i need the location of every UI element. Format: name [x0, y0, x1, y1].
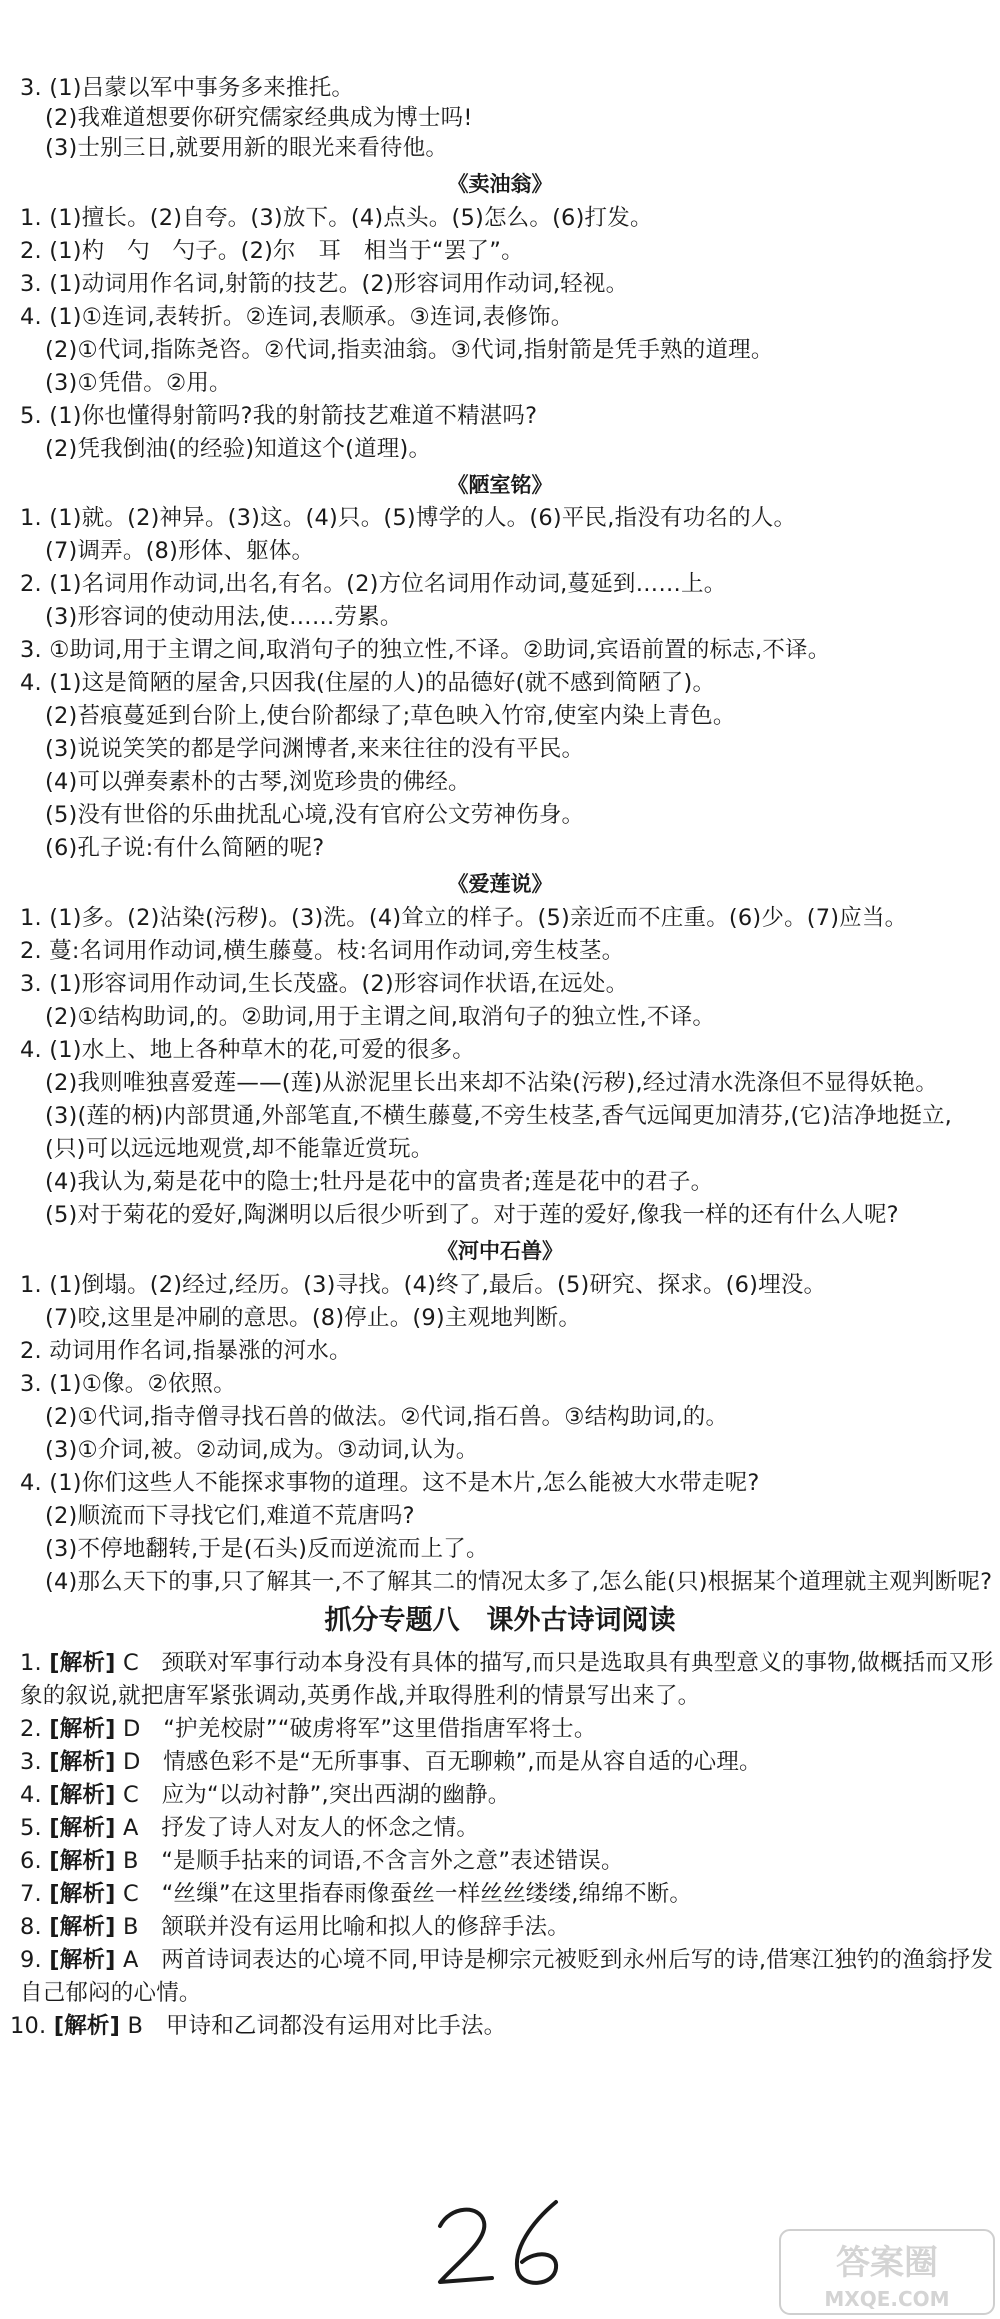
answer-line: 3. (1)吕蒙以军中事务多来推托。 [20, 75, 355, 101]
analysis-tag: [解析] [49, 1848, 116, 1874]
answer-line: 3. ①助词,用于主谓之间,取消句子的独立性,不译。②助词,宾语前置的标志,不译。 [20, 637, 831, 663]
analysis-line [20, 1813, 479, 1843]
answer-line: (5)对于菊花的爱好,陶渊明以后很少听到了。对于莲的爱好,像我一样的还有什么人呢? [45, 1202, 899, 1228]
item-number: 7. [20, 1881, 42, 1907]
item-number: 4. [20, 1782, 42, 1808]
answer-line: (3)士别三日,就要用新的眼光来看待他。 [45, 135, 449, 161]
answer-line: 象的叙说,就把唐军紧张调动,英勇作战,并取得胜利的情景写出来了。 [20, 1683, 701, 1709]
item-number: 10. [10, 2013, 47, 2039]
analysis-line [20, 1879, 692, 1909]
analysis-line [20, 1846, 624, 1876]
analysis-text: D 情感色彩不是“无所事事、百无聊赖”,而是从容自适的心理。 [122, 1749, 762, 1775]
item-number: 5. [20, 1815, 42, 1841]
item-number: 2. [20, 1716, 42, 1742]
analysis-tag: [解析] [49, 1947, 116, 1973]
analysis-text: C 应为“以动衬静”,突出西湖的幽静。 [122, 1782, 511, 1808]
watermark-logo [778, 2228, 996, 2316]
item-number: 1. [20, 1650, 42, 1676]
item-number: 8. [20, 1914, 42, 1940]
answer-line: (2)顺流而下寻找它们,难道不荒唐吗? [45, 1503, 415, 1529]
watermark-url: MXQE.COM [824, 2287, 950, 2311]
answer-line: (3)(莲的柄)内部贯通,外部笔直,不横生藤蔓,不旁生枝茎,香气远闻更加清芬,(它)洁净地挺立, [45, 1103, 952, 1129]
answer-line: (3)①凭借。②用。 [45, 370, 232, 396]
answer-line: 2. (1)杓 勺 勺子。(2)尔 耳 相当于“罢了”。 [20, 238, 524, 264]
analysis-text: B 甲诗和乙词都没有运用对比手法。 [127, 2013, 507, 2039]
analysis-text: B 颔联并没有运用比喻和拟人的修辞手法。 [122, 1914, 570, 1940]
analysis-tag: [解析] [49, 1914, 116, 1940]
analysis-tag: [解析] [49, 1716, 116, 1742]
answer-line: (6)孔子说:有什么简陋的呢? [45, 835, 325, 861]
answer-line: (3)形容词的使动用法,使……劳累。 [45, 604, 403, 630]
answer-line: 自己郁闷的心情。 [20, 1980, 202, 2006]
analysis-tag: [解析] [49, 1782, 116, 1808]
subsection-title: 《陋室铭》 [447, 473, 553, 497]
analysis-text: C “丝缫”在这里指春雨像蚕丝一样丝丝缕缕,绵绵不断。 [122, 1881, 693, 1907]
analysis-tag: [解析] [49, 1881, 116, 1907]
answer-line: 1. (1)擅长。(2)自夸。(3)放下。(4)点头。(5)怎么。(6)打发。 [20, 205, 653, 231]
analysis-tag: [解析] [49, 1815, 116, 1841]
item-number: 3. [20, 1749, 42, 1775]
analysis-line [20, 1747, 762, 1777]
analysis-tag: [解析] [53, 2013, 121, 2039]
subsection-title: 《卖油翁》 [447, 172, 553, 196]
answer-line: 1. (1)就。(2)神异。(3)这。(4)只。(5)博学的人。(6)平民,指没有功名的人。 [20, 505, 797, 531]
analysis-line [20, 1945, 993, 1975]
answer-line: 2. 蔓:名词用作动词,横生藤蔓。枝:名词用作动词,旁生枝茎。 [20, 938, 625, 964]
handwritten-page-number [428, 2192, 588, 2292]
analysis-text: A 抒发了诗人对友人的怀念之情。 [122, 1815, 480, 1841]
answer-line: 4. (1)这是简陋的屋舍,只因我(住屋的人)的品德好(就不感到简陋了)。 [20, 670, 716, 696]
item-number: 9. [20, 1947, 42, 1973]
answer-line: 4. (1)你们这些人不能探求事物的道理。这不是木片,怎么能被大水带走呢? [20, 1470, 760, 1496]
answer-line: (4)那么天下的事,只了解其一,不了解其二的情况太多了,怎么能(只)根据某个道理就主观判断呢? [45, 1569, 993, 1595]
answer-line: (7)调弄。(8)形体、躯体。 [45, 538, 315, 564]
analysis-tag: [解析] [49, 1749, 116, 1775]
answer-line: 2. 动词用作名词,指暴涨的河水。 [20, 1338, 352, 1364]
answer-line: (2)苔痕蔓延到台阶上,使台阶都绿了;草色映入竹帘,使室内染上青色。 [45, 703, 736, 729]
answer-line: 3. (1)①像。②依照。 [20, 1371, 236, 1397]
analysis-text: B “是顺手拈来的词语,不含言外之意”表述错误。 [122, 1848, 624, 1874]
analysis-line [20, 1714, 597, 1744]
item-number: 6. [20, 1848, 42, 1874]
analysis-text: A 两首诗词表达的心境不同,甲诗是柳宗元被贬到永州后写的诗,借寒江独钓的渔翁抒发 [122, 1947, 994, 1973]
section-title: 抓分专题八 课外古诗词阅读 [324, 1605, 676, 1636]
analysis-line [20, 1912, 570, 1942]
watermark-text: 答案圈 [836, 2243, 938, 2283]
answer-line: (5)没有世俗的乐曲扰乱心境,没有官府公文劳神伤身。 [45, 802, 585, 828]
analysis-text: C 颈联对军事行动本身没有具体的描写,而只是选取具有典型意义的事物,做概括而又形 [122, 1650, 994, 1676]
answer-line: 1. (1)倒塌。(2)经过,经历。(3)寻找。(4)终了,最后。(5)研究、探求。(6)埋没。 [20, 1272, 827, 1298]
answer-line: (2)①代词,指寺僧寻找石兽的做法。②代词,指石兽。③结构助词,的。 [45, 1404, 729, 1430]
answer-line: 2. (1)名词用作动词,出名,有名。(2)方位名词用作动词,蔓延到……上。 [20, 571, 727, 597]
analysis-tag: [解析] [49, 1650, 116, 1676]
answer-line: (2)①结构助词,的。②助词,用于主谓之间,取消句子的独立性,不译。 [45, 1004, 716, 1030]
analysis-text: D “护羌校尉”“破虏将军”这里借指唐军将士。 [122, 1716, 597, 1742]
answer-line: (3)说说笑笑的都是学问渊博者,来来往往的没有平民。 [45, 736, 585, 762]
subsection-title: 《河中石兽》 [437, 1239, 563, 1263]
subsection-title: 《爱莲说》 [447, 872, 553, 896]
answer-line: 4. (1)①连词,表转折。②连词,表顺承。③连词,表修饰。 [20, 304, 574, 330]
answer-line: (2)我难道想要你研究儒家经典成为博士吗! [45, 105, 473, 131]
answer-line: 3. (1)形容词用作动词,生长茂盛。(2)形容词作状语,在远处。 [20, 971, 629, 997]
analysis-line [20, 1780, 510, 1810]
answer-line: (只)可以远远地观赏,却不能靠近赏玩。 [45, 1136, 434, 1162]
answer-line: (3)不停地翻转,于是(石头)反而逆流而上了。 [45, 1536, 489, 1562]
answer-line: (4)可以弹奏素朴的古琴,浏览珍贵的佛经。 [45, 769, 471, 795]
answer-line: (7)咬,这里是冲刷的意思。(8)停止。(9)主观地判断。 [45, 1305, 582, 1331]
answer-line: (2)①代词,指陈尧咨。②代词,指卖油翁。③代词,指射箭是凭手熟的道理。 [45, 337, 774, 363]
answer-line: 5. (1)你也懂得射箭吗?我的射箭技艺难道不精湛吗? [20, 403, 538, 429]
answer-line: (4)我认为,菊是花中的隐士;牡丹是花中的富贵者;莲是花中的君子。 [45, 1169, 714, 1195]
answer-line: (2)我则唯独喜爱莲——(莲)从淤泥里长出来却不沾染(污秽),经过清水洗涤但不显得妖艳。 [45, 1070, 938, 1096]
answer-line: 4. (1)水上、地上各种草木的花,可爱的很多。 [20, 1037, 475, 1063]
answer-line: 3. (1)动词用作名词,射箭的技艺。(2)形容词用作动词,轻视。 [20, 271, 629, 297]
answer-line: (2)凭我倒油(的经验)知道这个(道理)。 [45, 436, 432, 462]
answer-line: (3)①介词,被。②动词,成为。③动词,认为。 [45, 1437, 479, 1463]
answer-line: 1. (1)多。(2)沾染(污秽)。(3)洗。(4)耸立的样子。(5)亲近而不庄重。(6)少。(7)应当。 [20, 905, 908, 931]
analysis-line [10, 2011, 506, 2041]
analysis-line [20, 1648, 994, 1678]
